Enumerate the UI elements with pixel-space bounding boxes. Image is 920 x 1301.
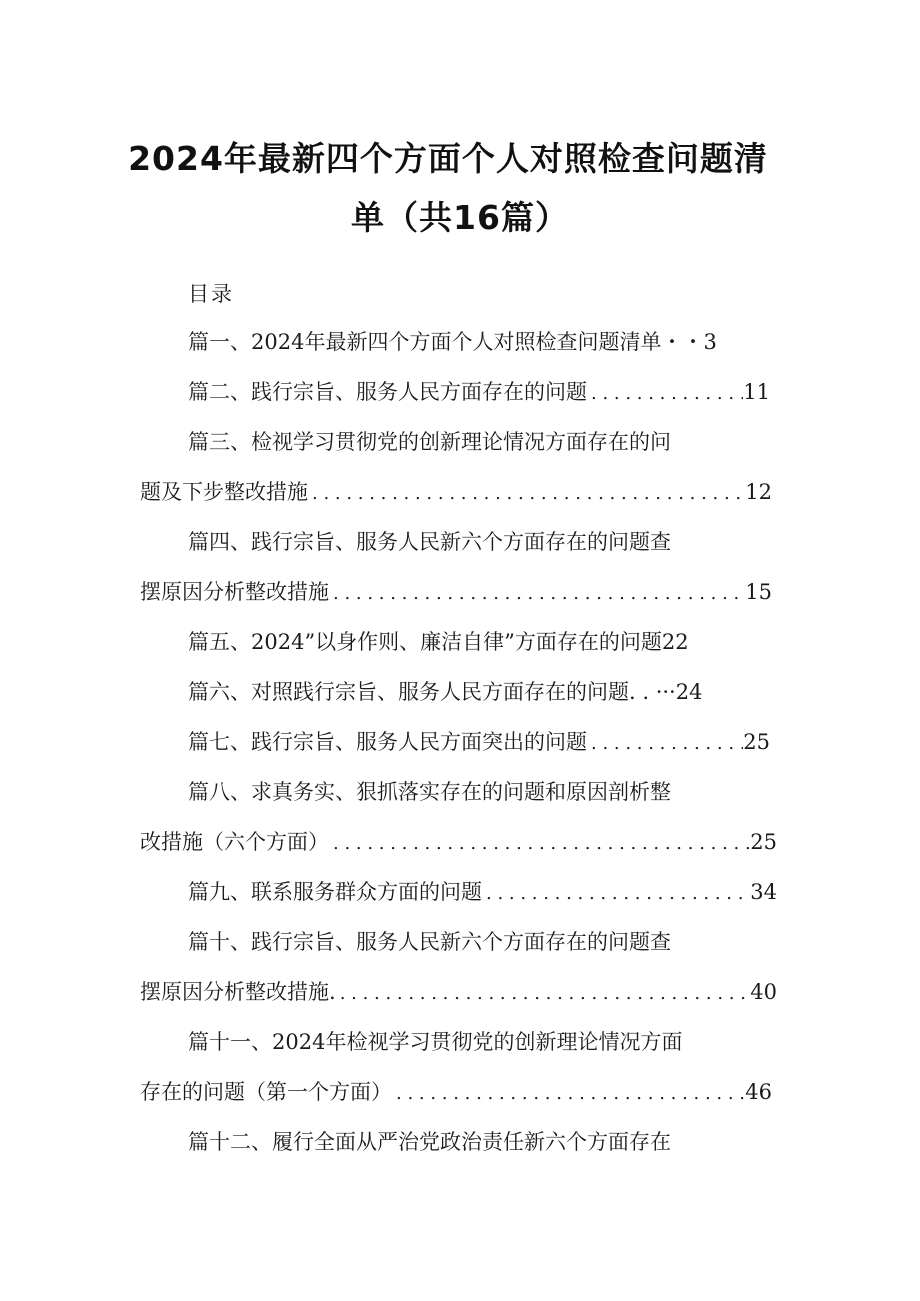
- toc-entry-text: 篇八、求真务实、狠抓落实存在的问题和原因剖析整: [188, 780, 671, 804]
- toc-entry-7[interactable]: [188, 727, 770, 757]
- toc-page-number: 11: [743, 380, 770, 404]
- toc-entry-text: 篇五、2024”以身作则、廉洁自律”方面存在的问题22: [188, 630, 689, 654]
- toc-entry-4[interactable]: [188, 527, 748, 557]
- toc-entry-text: 篇十一、2024年检视学习贯彻党的创新理论情况方面: [188, 1030, 683, 1054]
- toc-entry-text: 篇九、联系服务群众方面的问题: [188, 880, 482, 904]
- toc-entry-text: 篇七、践行宗旨、服务人民方面突出的问题: [188, 730, 587, 754]
- toc-page-number: 46: [745, 1080, 772, 1104]
- toc-entry-2[interactable]: [188, 377, 770, 407]
- toc-page-number: 40: [750, 980, 777, 1004]
- toc-dot-leader: [392, 1079, 745, 1109]
- toc-entry-8[interactable]: [188, 777, 748, 807]
- toc-entry-text: 改措施（六个方面）: [140, 830, 329, 854]
- toc-dot-leader: [329, 579, 745, 609]
- toc-entry-10[interactable]: [188, 927, 748, 957]
- toc-entry-text: 摆原因分析整改措施: [140, 580, 329, 604]
- toc-entry-9[interactable]: [188, 877, 777, 907]
- toc-heading: 目录: [188, 282, 234, 306]
- toc-page-number: 25: [750, 830, 777, 854]
- toc-entry-text: 篇二、践行宗旨、服务人民方面存在的问题: [188, 380, 587, 404]
- toc-page-number: 15: [745, 580, 772, 604]
- toc-entry-text: 篇三、检视学习贯彻党的创新理论情况方面存在的问: [188, 430, 671, 454]
- toc-dot-leader: [587, 729, 743, 759]
- toc-entry-text: 摆原因分析整改措施.: [140, 980, 336, 1004]
- toc-entry-text: 篇六、对照践行宗旨、服务人民方面存在的问题. . ···24: [188, 680, 703, 704]
- toc-dot-leader: [587, 379, 743, 409]
- toc-entry-6[interactable]: [188, 677, 768, 707]
- toc-dot-leader: [329, 829, 750, 859]
- toc-entry-5[interactable]: [188, 627, 788, 657]
- toc-entry-text: 题及下步整改措施: [140, 480, 308, 504]
- toc-entry-3[interactable]: [188, 427, 748, 457]
- toc-entry-3-cont[interactable]: [140, 477, 772, 507]
- toc-entry-11-cont[interactable]: [140, 1077, 772, 1107]
- toc-entry-11[interactable]: [188, 1027, 768, 1057]
- toc-page-number: 34: [750, 880, 777, 904]
- document-title-line-1: 2024年最新四个方面个人对照检查问题清: [128, 139, 768, 178]
- toc-entry-10-cont[interactable]: [140, 977, 777, 1007]
- toc-dot-leader: [482, 879, 750, 909]
- toc-entry-text: 篇十、践行宗旨、服务人民新六个方面存在的问题查: [188, 930, 671, 954]
- toc-entry-12[interactable]: [188, 1127, 748, 1157]
- toc-entry-text: 存在的问题（第一个方面）: [140, 1080, 392, 1104]
- toc-entry-8-cont[interactable]: [140, 827, 777, 857]
- toc-dot-leader: [336, 979, 751, 1009]
- toc-page-number: 12: [745, 480, 772, 504]
- toc-entry-text: 篇一、2024年最新四个方面个人对照检查问题清单・・3: [188, 330, 717, 354]
- toc-entry-1[interactable]: [188, 327, 768, 357]
- toc-dot-leader: [308, 479, 745, 509]
- toc-entry-text: 篇四、践行宗旨、服务人民新六个方面存在的问题查: [188, 530, 671, 554]
- toc-entry-4-cont[interactable]: [140, 577, 772, 607]
- document-title-line-2: 单（共16篇）: [351, 198, 569, 237]
- toc-page-number: 25: [743, 730, 770, 754]
- toc-entry-text: 篇十二、履行全面从严治党政治责任新六个方面存在: [188, 1130, 671, 1154]
